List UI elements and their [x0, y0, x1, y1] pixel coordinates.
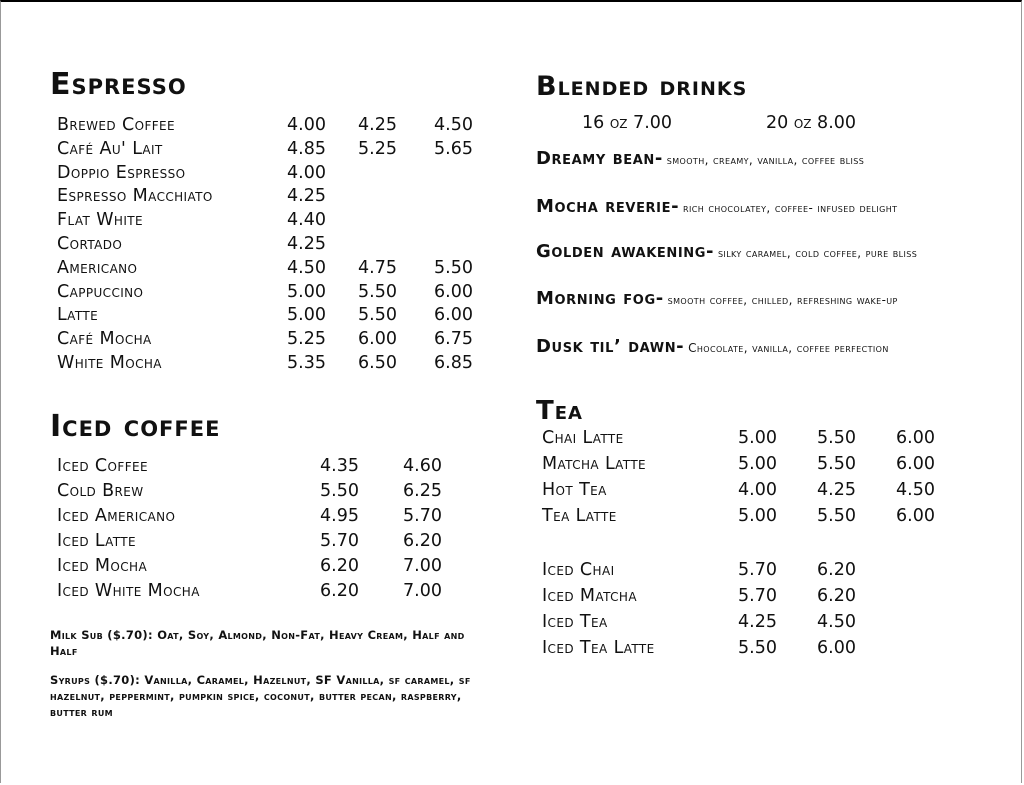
item-price: 5.50 — [817, 454, 856, 474]
item-name: Hot Tea — [542, 480, 607, 500]
menu-item-row — [536, 636, 978, 660]
item-price: 5.25 — [287, 329, 326, 350]
menu-item-row — [50, 351, 490, 375]
menu-item-row — [536, 558, 978, 582]
item-price: 6.20 — [320, 581, 359, 601]
blended-item-desc: smooth coffee, chilled, refreshing wake-up — [667, 293, 898, 307]
item-price: 5.35 — [287, 353, 326, 373]
item-name: Cortado — [57, 234, 123, 254]
item-price: 5.65 — [434, 138, 473, 159]
item-price: 6.20 — [320, 556, 359, 576]
menu-item-row — [50, 327, 490, 351]
syrups-note: Syrups ($.70): Vanilla, Caramel, Hazelnut, SF Vanilla, sf caramel, sf hazelnut, peppermint, pumpkin spice, coconut, butter pecan, raspberry, butter rum — [50, 673, 471, 719]
blended-item-desc: Chocolate, vanilla, coffee perfection — [688, 341, 889, 355]
blended-item — [536, 243, 978, 262]
item-name: Latte — [57, 305, 99, 326]
item-name: Iced Mocha — [57, 556, 148, 576]
blended-item-desc: rich chocolatey, coffee- infused delight — [682, 201, 898, 215]
item-price: 6.00 — [896, 428, 935, 448]
item-price: 6.00 — [896, 454, 935, 474]
item-name: Flat White — [57, 210, 143, 231]
milk-sub-note: Milk Sub ($.70): Oat, Soy, Almond, Non-Fat, Heavy Cream, Half and Half — [50, 628, 465, 658]
item-name: Americano — [57, 257, 138, 278]
item-price: 5.50 — [817, 428, 856, 448]
item-price: 4.25 — [358, 115, 397, 135]
menu-item-row — [50, 184, 490, 208]
menu-item-row — [50, 579, 490, 603]
item-price: 6.00 — [896, 506, 935, 526]
tea-heading: Tea — [536, 396, 583, 426]
menu-item-row — [50, 280, 490, 304]
item-name: White Mocha — [57, 353, 162, 373]
item-price: 5.70 — [738, 560, 777, 580]
blended-sizes — [536, 113, 978, 137]
blended-item-name: Dusk til’ dawn- — [536, 336, 685, 357]
blended-item — [536, 338, 978, 357]
item-price: 5.50 — [358, 305, 397, 326]
item-price: 5.50 — [358, 281, 397, 302]
menu-item-row — [536, 426, 978, 450]
item-name: Iced Coffee — [57, 456, 148, 476]
menu-item-row — [50, 479, 490, 503]
item-price: 4.50 — [434, 115, 473, 135]
item-price: 6.00 — [434, 305, 473, 326]
item-price: 5.25 — [358, 138, 397, 159]
item-price: 5.00 — [738, 428, 777, 448]
item-price: 6.00 — [817, 638, 856, 658]
menu-item-row — [536, 452, 978, 476]
item-price: 6.25 — [403, 481, 442, 501]
item-price: 6.20 — [817, 586, 856, 606]
item-price: 4.75 — [358, 257, 397, 278]
blended-item-name: Golden awakening- — [536, 241, 715, 262]
menu-item-row — [50, 529, 490, 553]
item-name: Cappuccino — [57, 281, 144, 302]
blended-item — [536, 290, 978, 309]
size-20oz: 20 oz 8.00 — [766, 113, 857, 133]
menu-item-row — [536, 610, 978, 634]
item-name: Iced Tea — [542, 612, 608, 632]
menu-item-row — [50, 161, 490, 185]
item-price: 4.95 — [320, 506, 359, 526]
size-16oz: 16 oz 7.00 — [582, 113, 673, 133]
blended-item — [536, 150, 978, 169]
item-name: Chai Latte — [542, 428, 624, 448]
item-price: 4.35 — [320, 456, 359, 476]
item-price: 4.85 — [287, 138, 326, 159]
item-price: 6.20 — [403, 531, 442, 551]
item-price: 5.50 — [320, 481, 359, 501]
item-price: 7.00 — [403, 556, 442, 576]
item-price: 6.00 — [434, 281, 473, 302]
item-price: 6.85 — [434, 353, 473, 373]
blended-item-desc: silky caramel, cold coffee, pure bliss — [717, 246, 918, 260]
item-price: 5.50 — [434, 257, 473, 278]
item-price: 5.70 — [403, 506, 442, 526]
item-price: 6.75 — [434, 329, 473, 350]
item-price: 5.70 — [320, 531, 359, 551]
item-price: 5.50 — [817, 506, 856, 526]
item-name: Matcha Latte — [542, 454, 647, 474]
item-name: Iced Matcha — [542, 586, 637, 606]
item-price: 5.50 — [738, 638, 777, 658]
item-price: 5.00 — [738, 454, 777, 474]
item-price: 4.25 — [738, 612, 777, 632]
blended-item-name: Dreamy bean- — [536, 148, 663, 169]
item-price: 4.25 — [287, 234, 326, 254]
item-price: 7.00 — [403, 581, 442, 601]
item-price: 4.50 — [287, 257, 326, 278]
blended-item — [536, 198, 978, 217]
item-name: Iced Tea Latte — [542, 638, 655, 658]
item-price: 5.00 — [287, 305, 326, 326]
blended-heading: Blended drinks — [536, 71, 748, 102]
menu-item-row — [50, 554, 490, 578]
item-name: Café Mocha — [57, 329, 152, 350]
item-price: 5.70 — [738, 586, 777, 606]
blended-item-name: Morning fog- — [536, 288, 664, 309]
menu-item-row — [50, 113, 490, 137]
item-name: Iced Americano — [57, 506, 176, 526]
menu-item-row — [50, 454, 490, 478]
item-price: 6.00 — [358, 329, 397, 350]
item-price: 5.00 — [738, 506, 777, 526]
menu-item-row — [50, 256, 490, 280]
menu-item-row — [50, 232, 490, 256]
item-name: Iced White Mocha — [57, 581, 200, 601]
item-price: 4.25 — [817, 480, 856, 500]
blended-item-name: Mocha reverie- — [536, 196, 680, 217]
item-name: Brewed Coffee — [57, 115, 176, 135]
menu-item-row — [536, 584, 978, 608]
menu-item-row — [50, 137, 490, 161]
item-name: Cold Brew — [57, 481, 144, 501]
item-name: Iced Chai — [542, 560, 615, 580]
item-name: Espresso Macchiato — [57, 186, 213, 207]
item-name: Doppio Espresso — [57, 162, 186, 183]
item-price: 4.40 — [287, 210, 326, 231]
menu-item-row — [50, 208, 490, 232]
item-name: Tea Latte — [542, 506, 617, 526]
blended-item-desc: smooth, creamy, vanilla, coffee bliss — [666, 153, 865, 167]
espresso-heading: Espresso — [50, 67, 187, 102]
item-price: 4.60 — [403, 456, 442, 476]
item-price: 4.50 — [817, 612, 856, 632]
item-price: 4.50 — [896, 480, 935, 500]
item-price: 4.00 — [287, 115, 326, 135]
item-name: Iced Latte — [57, 531, 136, 551]
menu-item-row — [50, 504, 490, 528]
menu-item-row — [536, 478, 978, 502]
item-price: 6.50 — [358, 353, 397, 373]
item-name: Café Au' Lait — [57, 138, 163, 159]
menu-item-row — [536, 504, 978, 528]
item-price: 5.00 — [287, 281, 326, 302]
item-price: 4.25 — [287, 186, 326, 207]
menu-item-row — [50, 303, 490, 327]
iced-coffee-heading: Iced coffee — [50, 409, 221, 444]
item-price: 4.00 — [738, 480, 777, 500]
item-price: 4.00 — [287, 162, 326, 183]
item-price: 6.20 — [817, 560, 856, 580]
